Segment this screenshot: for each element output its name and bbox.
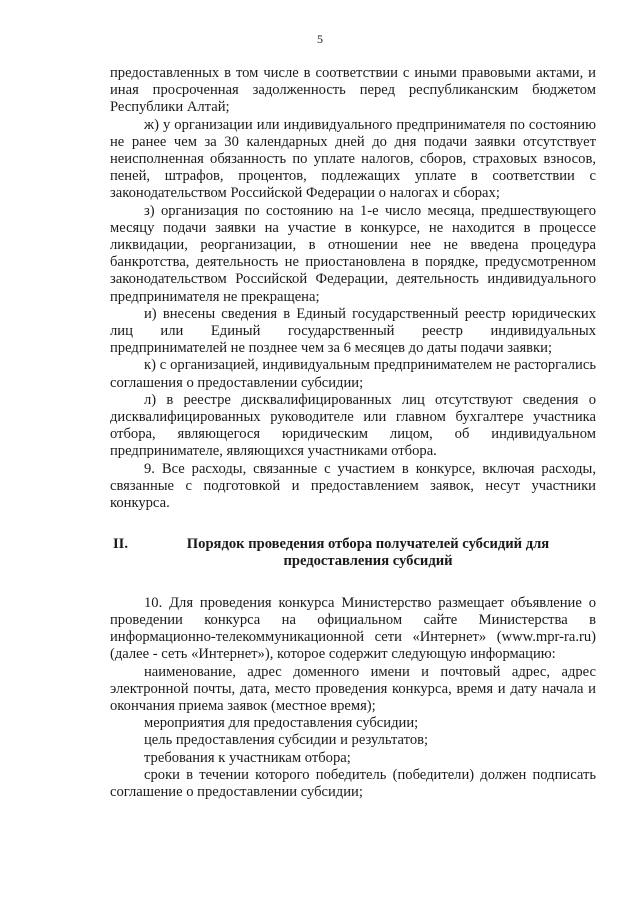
document-body [110, 65, 596, 801]
list-item: наименование, адрес доменного имени и почтовый адрес, адрес электронной почты, дата, место проведения конкурса, время и дату начала и окончания приема заявок (местное время); [110, 663, 596, 714]
page-number: 5 [317, 32, 323, 46]
list-item: требования к участникам отбора; [144, 749, 351, 766]
item-z: з) организация по состоянию на 1-е число месяца, предшествующего месяцу подачи заявки на участие в конкурсе, не находится в процессе ликвидации, реорганизации, в отношении нее не введена процедура банкротства, деятельность не приостановлена в порядке, предусмотренном законодательством Российской Федерации, деятельность индивидуального предпринимателя не прекращена; [110, 202, 596, 305]
section-number: II. [113, 536, 129, 553]
item-k: к) с организацией, индивидуальным предпринимателем не расторгались соглашения о предоставлении субсидии; [110, 357, 596, 391]
point-10: 10. Для проведения конкурса Министерство размещает объявление о проведении конкурса на официальном сайте Министерства в информационно-телекоммуникационной сети «Интернет» (www.mpr-ra.ru) (далее - сеть «Интернет»), которое содержит следующую информацию: [110, 594, 596, 663]
list-item: сроки в течении которого победитель (победители) должен подписать соглашение о предоставлении субсидии; [110, 766, 596, 800]
list-item: цель предоставления субсидии и результатов; [144, 732, 429, 749]
item-l: л) в реестре дисквалифицированных лиц отсутствуют сведения о дисквалифицированных руководителе или главном бухгалтере участника отбора, являющегося юридическим лицом, об индивидуальном предпринимателе, являющихся участниками отбора. [110, 391, 596, 460]
section-title: Порядок проведения отбора получателей субсидий для предоставления субсидий [186, 536, 550, 570]
list-item: мероприятия для предоставления субсидии; [144, 715, 419, 732]
section-heading [110, 536, 596, 570]
item-zh: ж) у организации или индивидуального предпринимателя по состоянию не ранее чем за 30 календарных дней до дня подачи заявки отсутствует неисполненная обязанность по уплате налогов, сборов, страховых взносов, пеней, штрафов, процентов, подлежащих уплате в соответствии с законодательством Российской Федерации о налогах и сборах; [110, 116, 596, 202]
item-i: и) внесены сведения в Единый государственный реестр юридических лиц или Единый государственный реестр индивидуальных предпринимателей не позднее чем за 6 месяцев до даты подачи заявки; [110, 305, 596, 357]
point-9: 9. Все расходы, связанные с участием в конкурсе, включая расходы, связанные с подготовкой и предоставлением заявок, несут участники конкурса. [110, 460, 596, 512]
paragraph-continuation: предоставленных в том числе в соответствии с иными правовыми актами, и иная просроченная задолженность перед республиканским бюджетом Республики Алтай; [110, 65, 596, 116]
